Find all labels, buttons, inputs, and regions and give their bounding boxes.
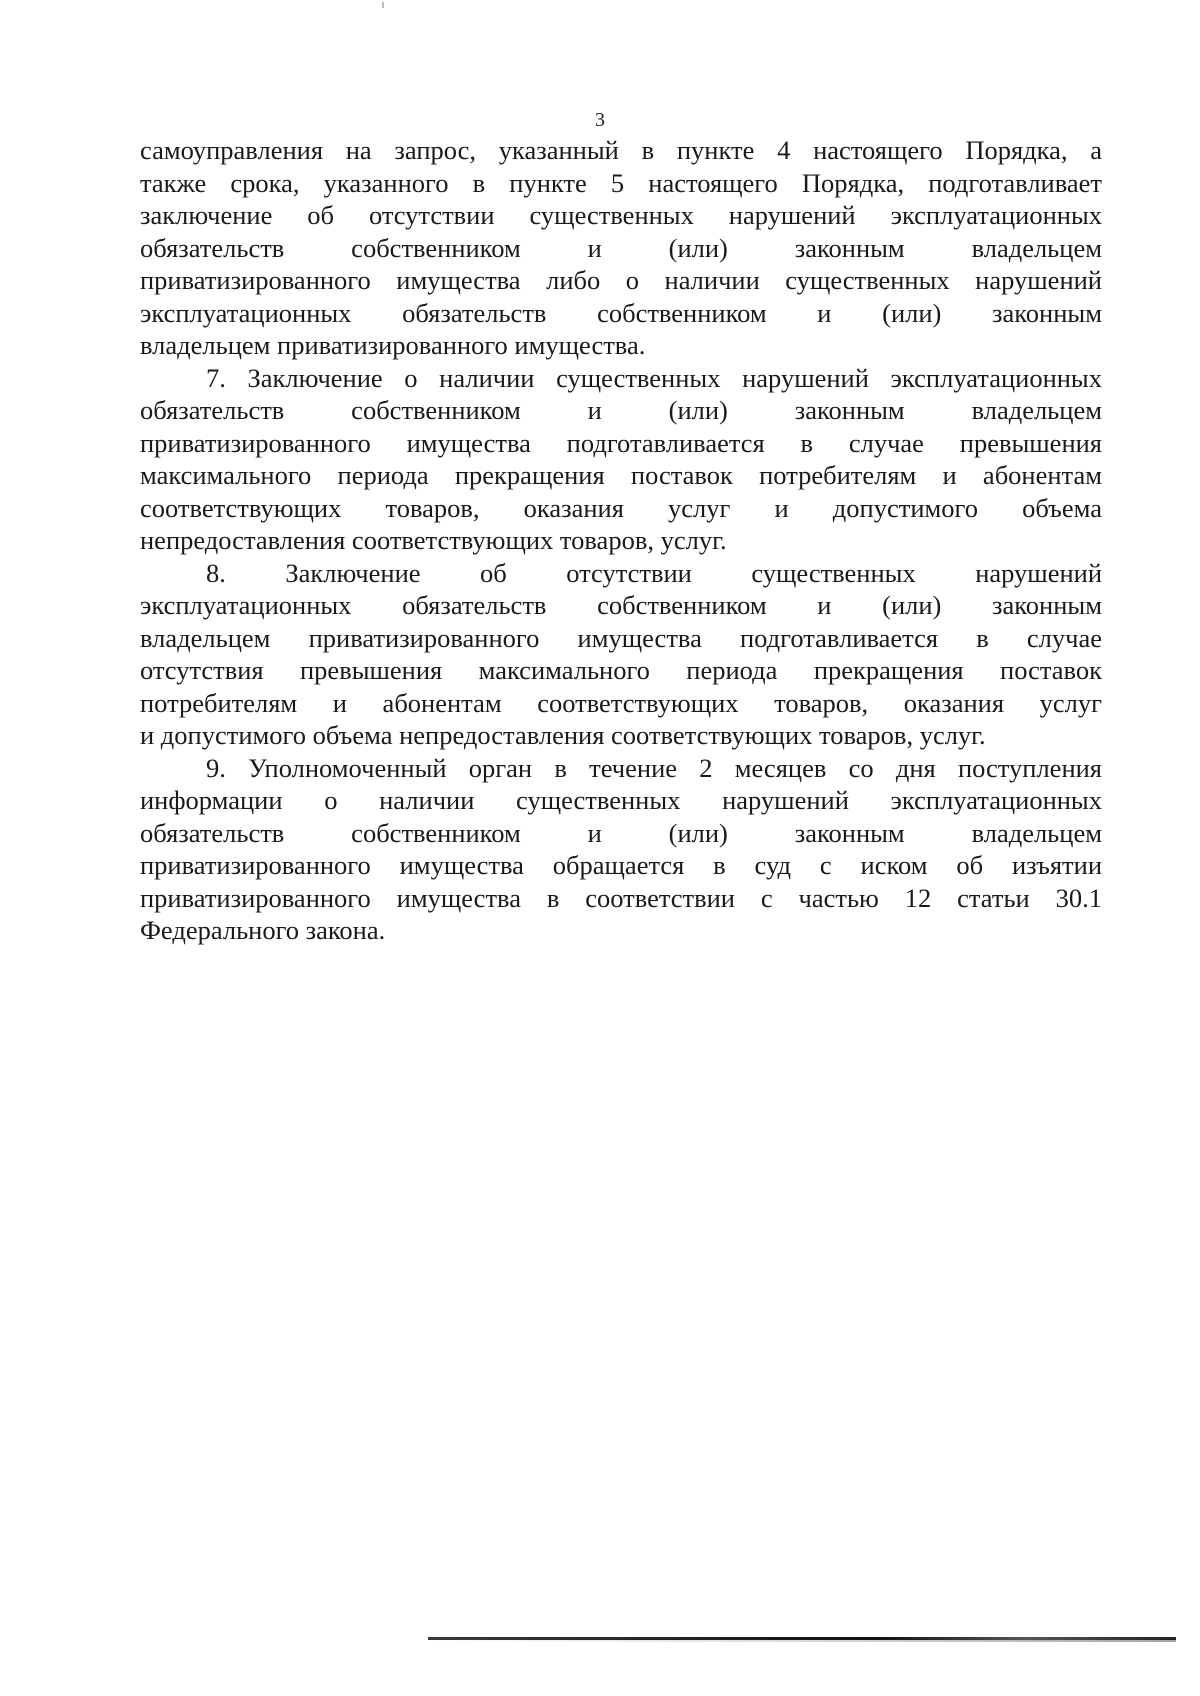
text-line: приватизированного имущества подготавливается в случае превышения [140, 427, 1102, 458]
text-line: обязательств собственником и (или) законным владельцем [140, 817, 1102, 848]
text-line: владельцем приватизированного имущества подготавливается в случае [140, 622, 1102, 653]
text-line: потребителям и абонентам соответствующих товаров, оказания услуг [140, 687, 1102, 718]
text-line: непредоставления соответствующих товаров, услуг. [140, 525, 727, 555]
paragraph-item-9 [140, 752, 1102, 947]
text-line: самоуправления на запрос, указанный в пункте 4 настоящего Порядка, а [140, 135, 1102, 165]
text-line: и допустимого объема непредоставления соответствующих товаров, услуг. [140, 720, 986, 750]
text-line: эксплуатационных обязательств собственником и (или) законным [140, 590, 1102, 620]
paragraph-item-8 [140, 557, 1102, 752]
text-line: приватизированного имущества в соответствии с частью 12 статьи 30.1 [140, 882, 1102, 913]
text-line: владельцем приватизированного имущества. [140, 330, 646, 360]
text-line: приватизированного имущества обращается в суд с иском об изъятии [140, 850, 1102, 880]
text-line: 7. Заключение о наличии существенных нарушений эксплуатационных [206, 362, 1102, 393]
text-line: заключение об отсутствии существенных нарушений эксплуатационных [140, 200, 1102, 230]
text-line: 8. Заключение об отсутствии существенных нарушений [206, 557, 1102, 588]
text-line: максимального периода прекращения поставок потребителям и абонентам [140, 460, 1102, 490]
text-line: отсутствия превышения максимального периода прекращения поставок [140, 655, 1102, 685]
scan-artifact [382, 2, 384, 8]
text-line: Федерального закона. [140, 915, 386, 945]
footer-rule [428, 1637, 1176, 1640]
text-line: также срока, указанного в пункте 5 настоящего Порядка, подготавливает [140, 167, 1102, 198]
document-body [140, 134, 1102, 947]
page-number: 3 [595, 109, 605, 131]
paragraph-continuation [140, 134, 1102, 362]
text-line: 9. Уполномоченный орган в течение 2 месяцев со дня поступления [206, 752, 1102, 783]
text-line: эксплуатационных обязательств собственником и (или) законным [140, 297, 1102, 328]
text-line: соответствующих товаров, оказания услуг и допустимого объема [140, 492, 1102, 523]
text-line: приватизированного имущества либо о наличии существенных нарушений [140, 265, 1102, 295]
text-line: обязательств собственником и (или) законным владельцем [140, 232, 1102, 263]
paragraph-item-7 [140, 362, 1102, 557]
text-line: обязательств собственником и (или) законным владельцем [140, 395, 1102, 425]
text-line: информации о наличии существенных нарушений эксплуатационных [140, 785, 1102, 815]
